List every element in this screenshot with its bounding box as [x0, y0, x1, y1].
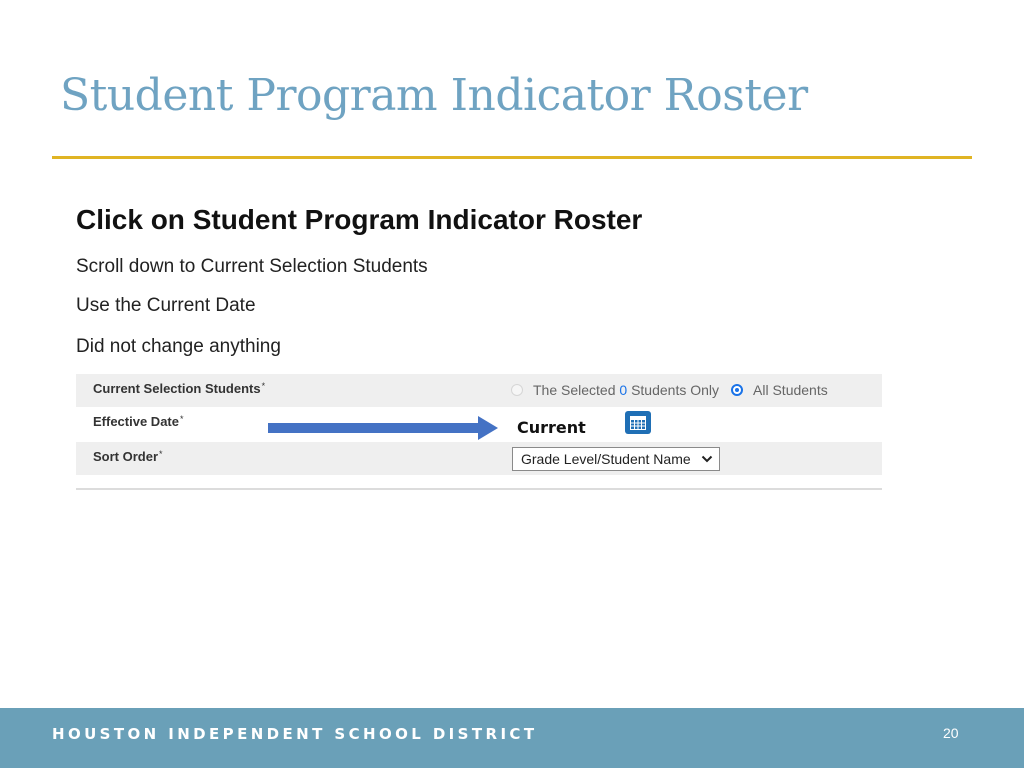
chevron-down-icon: [701, 455, 713, 463]
sort-order-row: [76, 442, 882, 475]
pointer-arrow: [268, 416, 498, 440]
footer-organization: HOUSTON INDEPENDENT SCHOOL DISTRICT: [52, 725, 538, 743]
selected-students-radio[interactable]: [511, 384, 523, 396]
slide-title: Student Program Indicator Roster: [60, 70, 808, 121]
form-screenshot: [76, 374, 882, 490]
current-selection-row: [76, 374, 882, 407]
calendar-button[interactable]: [625, 411, 651, 434]
required-marker: *: [261, 381, 266, 391]
footer-band: [0, 708, 1024, 768]
all-students-option-label: All Students: [753, 382, 828, 398]
effective-date-value: Current: [517, 418, 586, 437]
title-divider: [52, 156, 972, 159]
instruction-line: Did not change anything: [76, 336, 281, 357]
required-marker: *: [159, 449, 163, 459]
selected-count: 0: [619, 382, 628, 398]
effective-date-row: [76, 407, 882, 440]
effective-date-label: Effective Date*: [93, 414, 184, 429]
instruction-line: Use the Current Date: [76, 295, 256, 316]
current-selection-label: Current Selection Students*: [93, 381, 266, 396]
all-students-radio[interactable]: [731, 384, 743, 396]
instruction-line: Scroll down to Current Selection Students: [76, 256, 428, 277]
sort-order-select[interactable]: [512, 447, 720, 471]
calendar-icon: [630, 416, 646, 430]
student-scope-radio-group: [511, 382, 828, 398]
instruction-heading: Click on Student Program Indicator Roster: [76, 204, 643, 235]
page-number: 20: [943, 725, 959, 741]
sort-order-value: Grade Level/Student Name: [521, 451, 691, 467]
sort-order-label: Sort Order*: [93, 449, 163, 464]
selected-students-option-label: The Selected 0 Students Only: [533, 382, 720, 398]
required-marker: *: [179, 414, 184, 424]
